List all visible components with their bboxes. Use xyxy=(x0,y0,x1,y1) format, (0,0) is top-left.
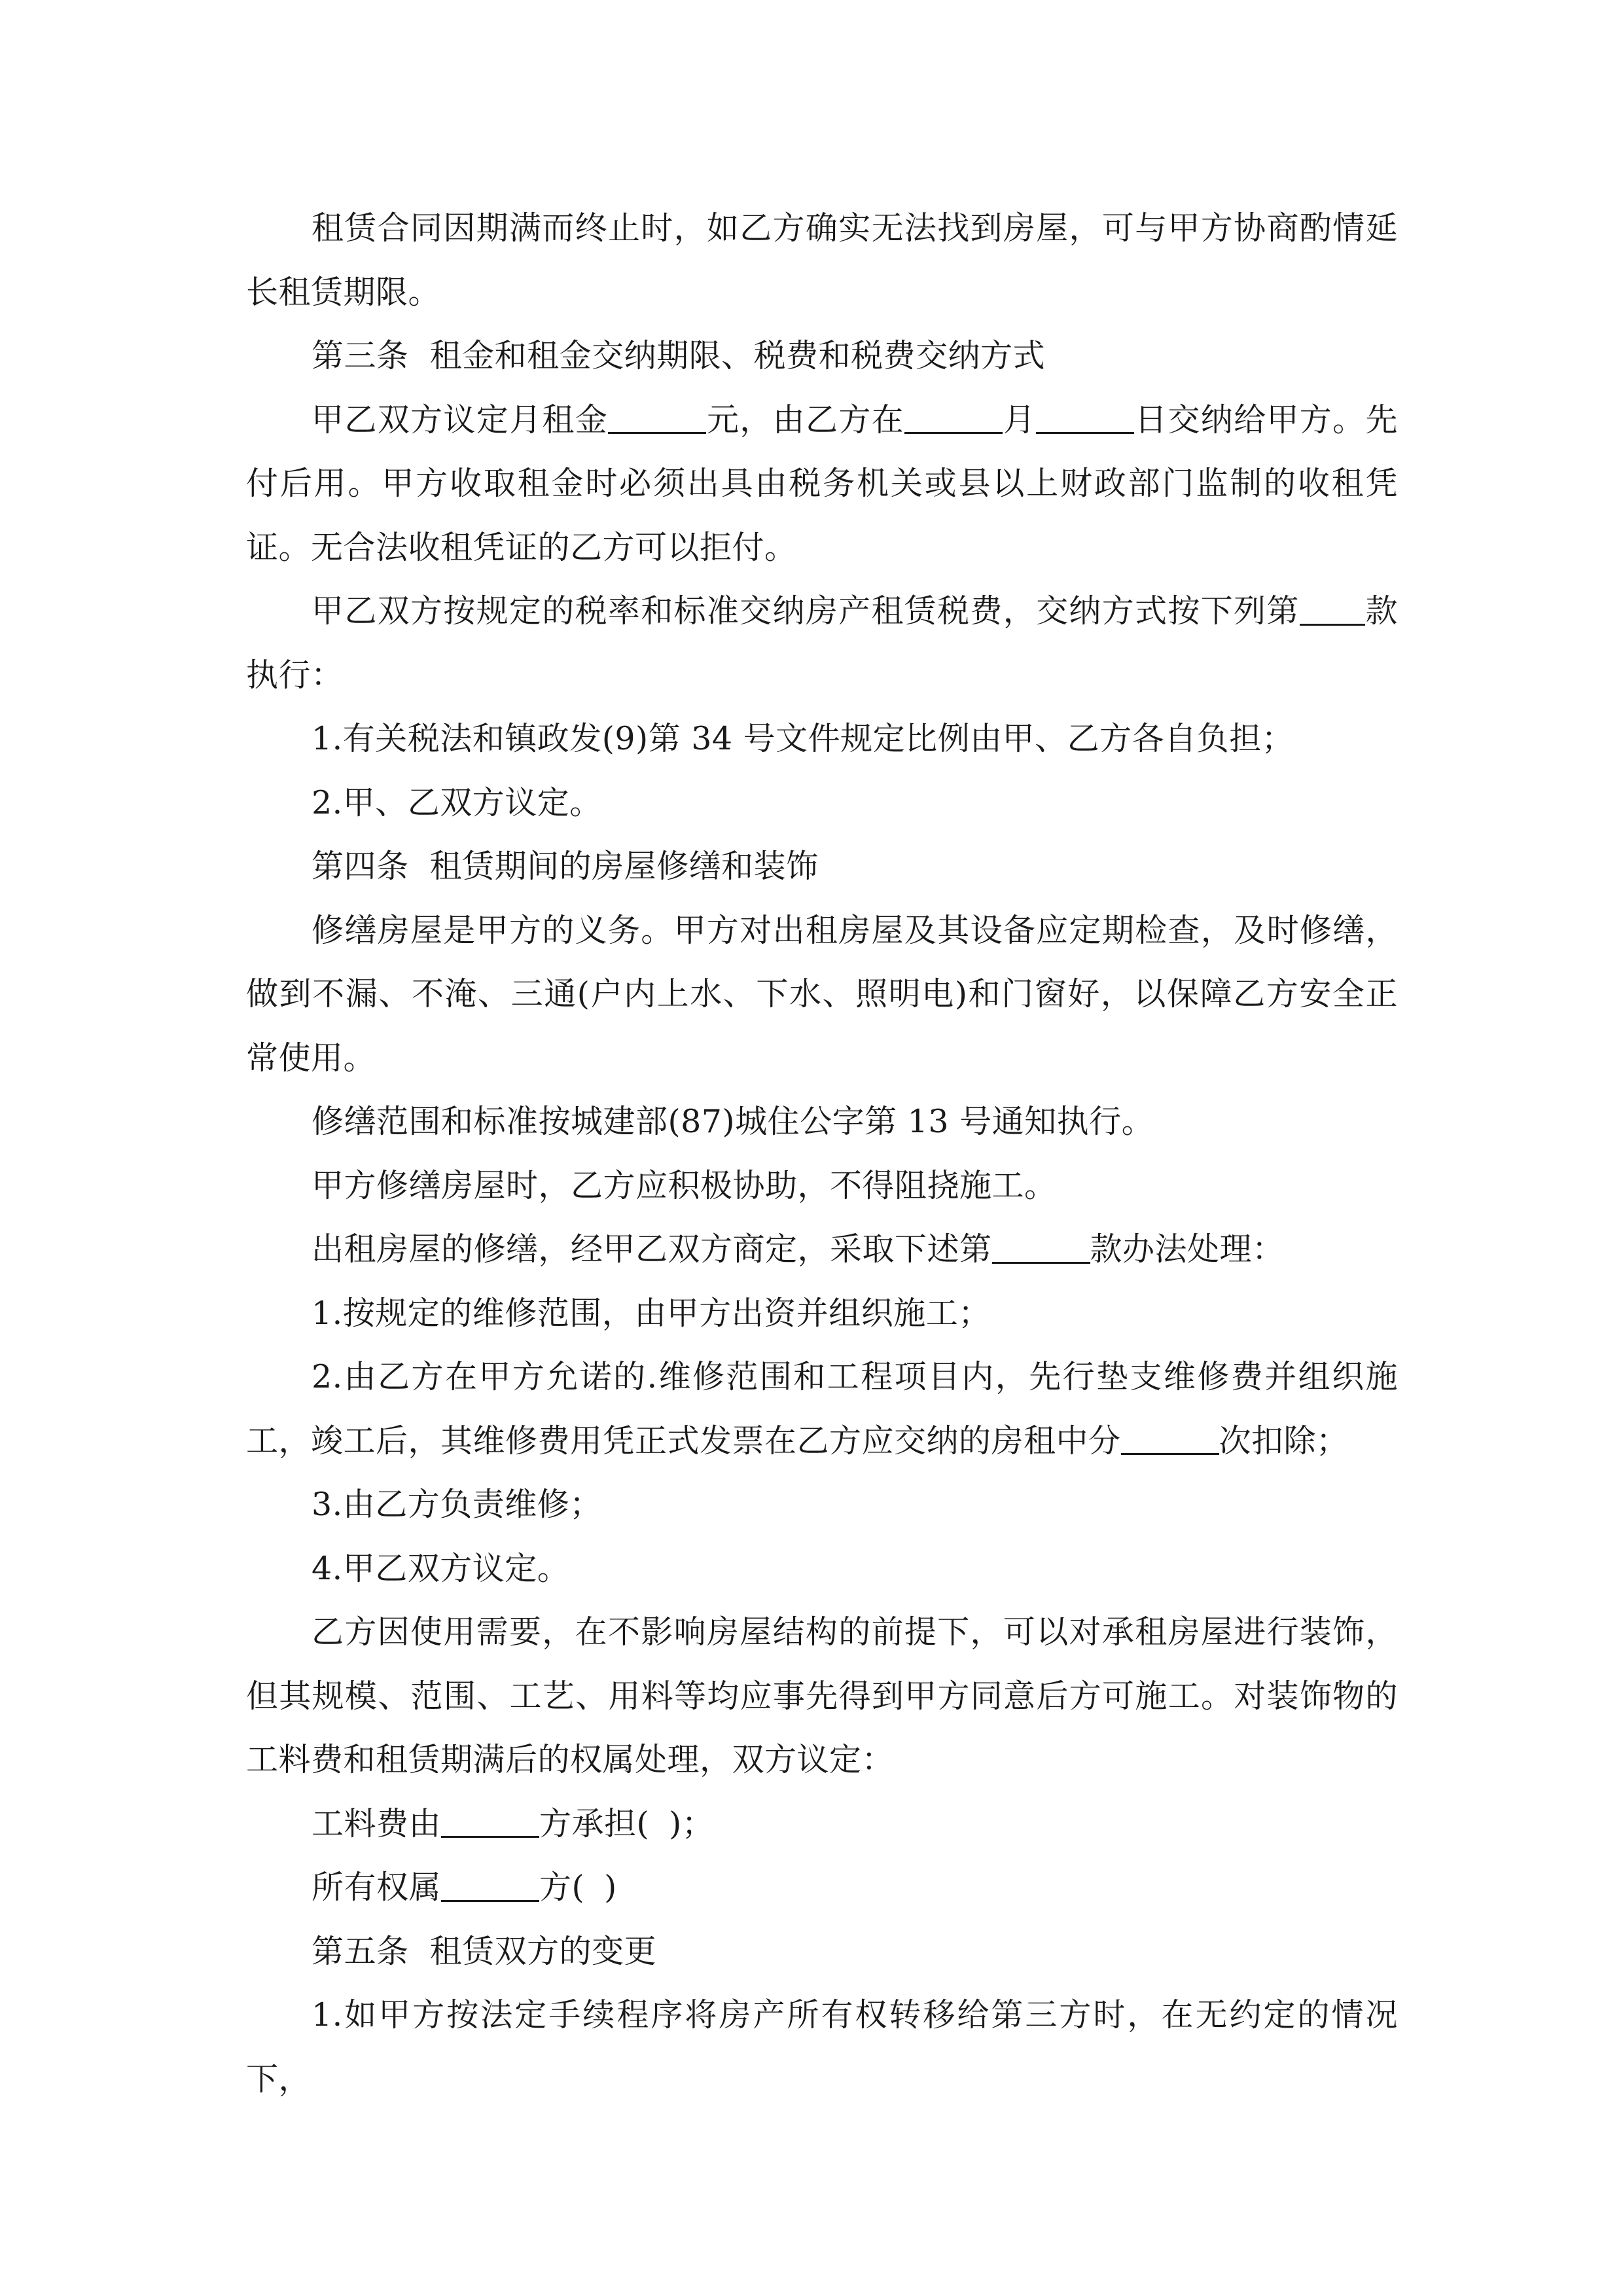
paragraph-rent-amount xyxy=(246,388,1398,580)
paragraph-text: 1.有关税法和镇政发(9)第 34 号文件规定比例由甲、乙方各自负担； xyxy=(312,720,1294,757)
paragraph-decoration xyxy=(246,1600,1398,1792)
paragraph-tax-method xyxy=(246,579,1398,707)
heading-article-4 xyxy=(246,834,1398,899)
list-item-tax-1 xyxy=(246,707,1398,771)
blank-repair-clause xyxy=(992,1230,1090,1264)
heading-article-3 xyxy=(246,324,1398,388)
text-segment: 方( xyxy=(539,1869,585,1906)
list-item-change-1 xyxy=(246,1983,1398,2111)
paragraph-text: 修缮范围和标准按城建部(87)城住公字第 13 号通知执行。 xyxy=(312,1103,1154,1140)
paragraph-text: 1.按规定的维修范围，由甲方出资并组织施工； xyxy=(312,1294,991,1332)
text-segment: 月 xyxy=(1003,401,1037,439)
paragraph-text: 4.甲乙双方议定。 xyxy=(312,1549,570,1587)
blank-owner-party xyxy=(441,1868,539,1902)
heading-text: 第四条 租赁期间的房屋修缮和装饰 xyxy=(312,848,819,885)
list-item-repair-4 xyxy=(246,1537,1398,1601)
paragraph-text: 3.由乙方负责维修； xyxy=(312,1486,602,1523)
heading-text: 第五条 租赁双方的变更 xyxy=(312,1932,657,1970)
paragraph-text: 2.甲、乙双方议定。 xyxy=(312,783,602,821)
heading-article-5 xyxy=(246,1920,1398,1984)
list-item-repair-2 xyxy=(246,1345,1398,1473)
text-segment: 甲乙双方议定月租金 xyxy=(312,401,609,439)
text-segment: 元，由乙方在 xyxy=(706,401,905,439)
paragraph-repair-scope xyxy=(246,1090,1398,1154)
paragraph-ownership xyxy=(246,1856,1398,1920)
paragraph-text: 租赁合同因期满而终止时，如乙方确实无法找到房屋，可与甲方协商酌情延长租赁期限。 xyxy=(246,209,1398,311)
blank-deduction-times xyxy=(1121,1421,1219,1455)
paragraph-text: 甲方修缮房屋时，乙方应积极协助，不得阻挠施工。 xyxy=(312,1166,1057,1204)
text-segment: ) xyxy=(604,1869,617,1906)
list-item-tax-2 xyxy=(246,771,1398,835)
text-segment: 所有权属 xyxy=(312,1869,442,1906)
paragraph-repair-method xyxy=(246,1217,1398,1282)
text-segment: 款执行： xyxy=(246,592,1398,694)
paragraph-repair-assist xyxy=(246,1154,1398,1218)
heading-text: 第三条 租金和租金交纳期限、税费和税费交纳方式 xyxy=(312,337,1046,374)
text-segment: 款办法处理： xyxy=(1090,1230,1285,1268)
contract-text xyxy=(246,196,1398,2111)
text-segment: 工料费由 xyxy=(312,1804,442,1842)
list-item-repair-3 xyxy=(246,1473,1398,1537)
text-segment: )； xyxy=(669,1804,715,1842)
paragraph-lease-extension xyxy=(246,196,1398,324)
text-segment: 出租房屋的修缮，经甲乙双方商定，采取下述第 xyxy=(312,1230,992,1268)
blank-tax-clause xyxy=(1300,592,1365,626)
text-segment: 2.由乙方在甲方允诺的.维修范围和工程项目内，先行垫支维修费并组织施工，竣工后，其维修费用凭正式发票在乙方应交纳的房租中分 xyxy=(246,1358,1398,1460)
paragraph-repair-duty xyxy=(246,899,1398,1090)
blank-cost-party xyxy=(441,1804,539,1838)
text-segment: 日交纳给甲方。先付后用。甲方收取租金时必须出具由税务机关或县以上财政部门监制的收租凭证。无合法收租凭证的乙方可以拒付。 xyxy=(246,401,1398,566)
blank-month xyxy=(904,400,1003,434)
text-segment: 甲乙双方按规定的税率和标准交纳房产租赁税费，交纳方式按下列第 xyxy=(312,592,1300,630)
blank-day xyxy=(1036,400,1134,434)
paragraph-text: 乙方因使用需要，在不影响房屋结构的前提下，可以对承租房屋进行装饰，但其规模、范围、工艺、用料等均应事先得到甲方同意后方可施工。对装饰物的工料费和租赁期满后的权属处理，双方议定： xyxy=(246,1613,1398,1778)
blank-rent-amount xyxy=(608,400,706,434)
text-segment: 方承担( xyxy=(539,1804,650,1842)
paragraph-text: 1.如甲方按法定手续程序将房产所有权转移给第三方时，在无约定的情况下， xyxy=(246,1996,1398,2098)
paragraph-material-cost xyxy=(246,1792,1398,1856)
paragraph-text: 修缮房屋是甲方的义务。甲方对出租房屋及其设备应定期检查，及时修缮，做到不漏、不淹、三通(户内上水、下水、照明电)和门窗好，以保障乙方安全正常使用。 xyxy=(246,911,1398,1077)
list-item-repair-1 xyxy=(246,1282,1398,1346)
text-segment: 次扣除； xyxy=(1219,1422,1349,1460)
